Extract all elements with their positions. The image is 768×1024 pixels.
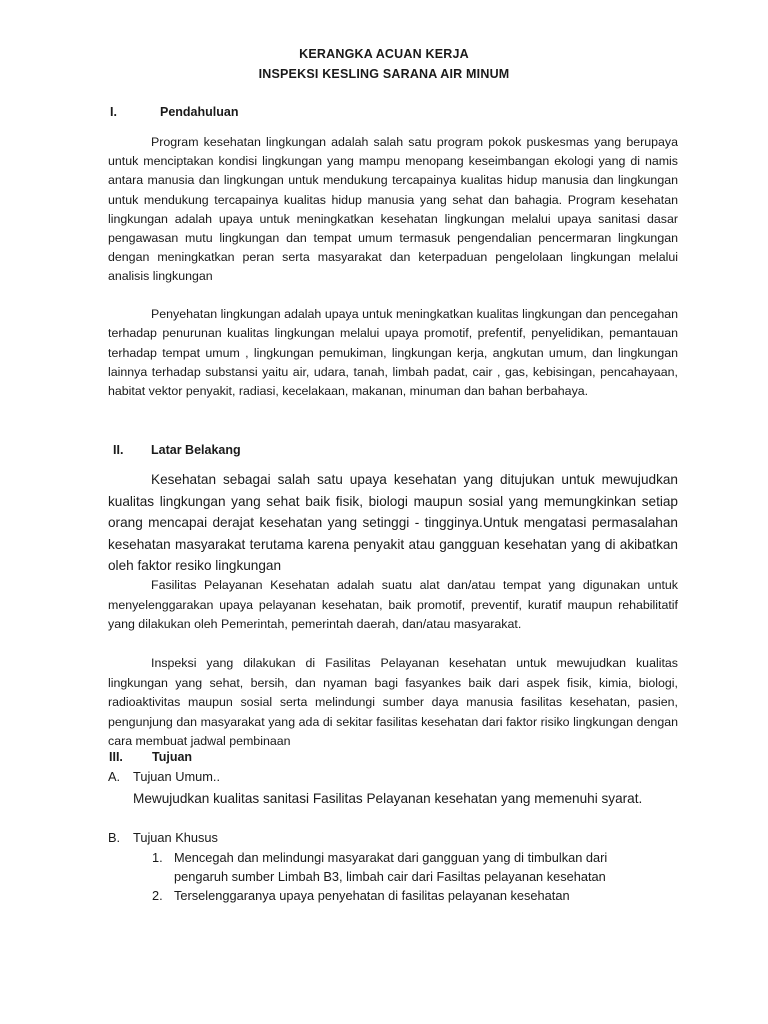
objective-b-item-2 bbox=[152, 888, 570, 903]
objective-a-label: A. bbox=[108, 769, 121, 784]
objective-b-item-1-number: 1. bbox=[152, 850, 163, 865]
objective-b-item-2-line-1: Terselenggaranya upaya penyehatan di fasilitas pelayanan kesehatan bbox=[174, 888, 570, 903]
objective-b-item-1-line-2: pengaruh sumber Limbah B3, limbah cair dari Fasiltas pelayanan kesehatan bbox=[174, 869, 606, 884]
objective-b-title: Tujuan Khusus bbox=[133, 830, 218, 845]
section-2-paragraph-2: Fasilitas Pelayanan Kesehatan adalah suatu alat dan/atau tempat yang digunakan untuk menyelenggarakan upaya pelayanan kesehatan, baik promotif, preventif, kuratif maupun rehabilitatif yang dilakukan oleh Pemerintah, pemerintah daerah, dan/atau masyarakat. bbox=[108, 578, 678, 631]
objective-a bbox=[108, 769, 220, 784]
section-2-number: II. bbox=[113, 443, 124, 457]
document-title-line-1: KERANGKA ACUAN KERJA bbox=[299, 47, 469, 61]
section-1-paragraph-1: Program kesehatan lingkungan adalah salah satu program pokok puskesmas yang berupaya untuk menciptakan kondisi lingkungan yang mampu menopang keseimbangan ekologi yang di namis antara manusia dan lingkungan untuk mendukung tercapainya kualitas hidup manusia dan lingkungan untuk mendukung tercapainya kualitas hidup manusia yang sehat dan bahagia. Program kesehatan lingkungan adalah upaya untuk meningkatkan kesehatan lingkungan melalui upaya sanitasi dasar pengawasan mutu lingkungan dan tempat umum termasuk pengendalian pencermaran lingkungan dengan meningkatkan peran serta masyarakat dan keterpaduan pengelolaan lingkungan melalui analisis lingkungan bbox=[108, 135, 678, 284]
objective-b-label: B. bbox=[108, 830, 121, 845]
section-1-heading bbox=[110, 105, 238, 119]
section-2-paragraph-3: Inspeksi yang dilakukan di Fasilitas Pelayanan kesehatan untuk mewujudkan kualitas lingkungan yang sehat, bersih, dan nyaman bagi fasyankes baik dari aspek fisik, kimia, biologi, radioaktivitas maupun sosial serta melindungi sumber daya manusia fasilitas kesehatan, pasien, pengunjung dan masyarakat yang ada di sekitar fasilitas kesehatan dari faktor risiko lingkungan dengan cara membuat jadwal pembinaan bbox=[108, 656, 678, 748]
section-2-title: Latar Belakang bbox=[151, 443, 241, 457]
objective-a-title: Tujuan Umum.. bbox=[133, 769, 220, 784]
objective-b bbox=[108, 830, 218, 845]
section-3-number: III. bbox=[109, 750, 123, 764]
objective-b-item-1 bbox=[152, 850, 607, 865]
section-3-title: Tujuan bbox=[152, 750, 193, 764]
section-2-paragraph-1: Kesehatan sebagai salah satu upaya kesehatan yang ditujukan untuk mewujudkan kualitas lingkungan yang sehat baik fisik, biologi maupun sosial yang memungkinkan setiap orang mencapai derajat kesehatan yang setinggi - tingginya.Untuk mengatasi permasalahan kesehatan masyarakat terutama karena penyakit atau gangguan kesehatan yang di akibatkan oleh faktor resiko lingkungan bbox=[108, 472, 678, 573]
section-3-heading bbox=[109, 750, 192, 764]
document-title-line-2: INSPEKSI KESLING SARANA AIR MINUM bbox=[258, 67, 510, 81]
section-1-number: I. bbox=[110, 105, 117, 119]
objective-b-item-1-line-1: Mencegah dan melindungi masyarakat dari gangguan yang di timbulkan dari bbox=[174, 850, 608, 865]
section-1-title: Pendahuluan bbox=[160, 105, 239, 119]
objective-a-text: Mewujudkan kualitas sanitasi Fasilitas Pelayanan kesehatan yang memenuhi syarat. bbox=[133, 791, 643, 806]
section-2-heading bbox=[113, 443, 241, 457]
section-1-paragraph-2: Penyehatan lingkungan adalah upaya untuk meningkatkan kualitas lingkungan dan pencegahan terhadap penurunan kualitas lingkungan melalui upaya promotif, prefentif, penyelidikan, pemantauan terhadap tempat umum , lingkungan pemukiman, lingkungan kerja, angkutan umum, dan lingkungan lainnya terhadap substansi yaitu air, udara, tanah, limbah padat, cair , gas, kebisingan, pencahayaan, habitat vektor penyakit, radiasi, kecelakaan, makanan, minuman dan bahan berbahaya. bbox=[108, 307, 678, 399]
objective-b-item-2-number: 2. bbox=[152, 888, 163, 903]
